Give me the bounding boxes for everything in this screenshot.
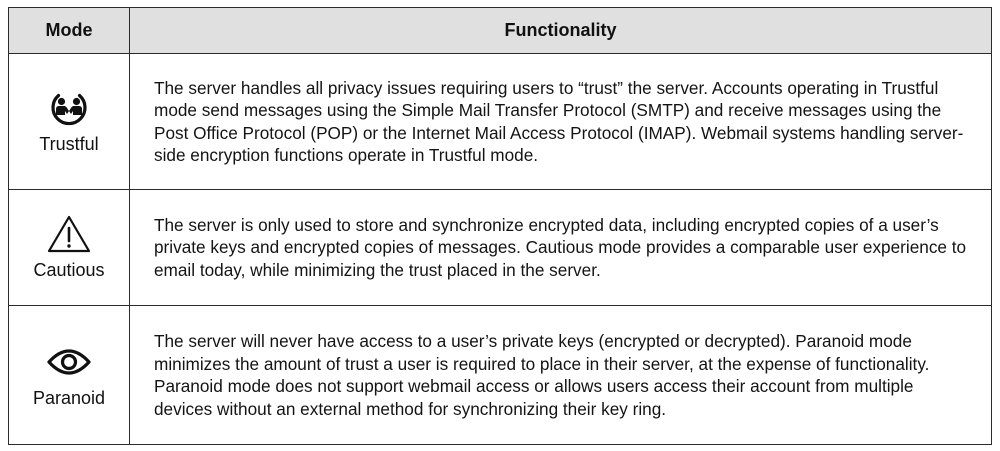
functionality-cell-cautious bbox=[130, 190, 991, 306]
header-mode: Mode bbox=[9, 8, 130, 54]
handshake-circle-icon bbox=[46, 88, 92, 128]
functionality-cell-trustful bbox=[130, 54, 991, 190]
modes-table bbox=[8, 7, 992, 445]
functionality-text-paranoid: The server will never have access to a user’s private keys (encrypted or decrypted). Paranoid mode minimizes the amount of trust a user is required to place in their server, at the expense of functionality. Paranoid mode does not support webmail access or allows users access their account from multiple devices without an external method for synchronizing their key ring. bbox=[154, 331, 930, 419]
warning-triangle-icon bbox=[46, 214, 92, 254]
functionality-text-cautious: The server is only used to store and synchronize encrypted data, including encrypted copies of a user’s private keys and encrypted copies of messages. Cautious mode provides a comparable user experience to email today, while minimizing the trust placed in the server. bbox=[154, 214, 967, 280]
functionality-text-trustful: The server handles all privacy issues requiring users to “trust” the server. Accounts operating in Trustful mode send messages using the Simple Mail Transfer Protocol (SMTP) and receive messages using the Post Office Protocol (POP) or the Internet Mail Access Protocol (IMAP). Webmail systems handling server-side encryption functions operate in Trustful mode. bbox=[154, 77, 964, 165]
mode-name-paranoid: Paranoid bbox=[32, 387, 106, 408]
functionality-cell-paranoid bbox=[130, 306, 991, 444]
mode-cell-paranoid bbox=[9, 306, 130, 444]
mode-name-cautious: Cautious bbox=[33, 260, 105, 280]
header-functionality: Functionality bbox=[130, 8, 991, 54]
eye-icon bbox=[46, 342, 92, 382]
mode-cell-cautious bbox=[9, 190, 130, 306]
mode-name-trustful: Trustful bbox=[39, 134, 99, 154]
mode-cell-trustful bbox=[9, 54, 130, 190]
